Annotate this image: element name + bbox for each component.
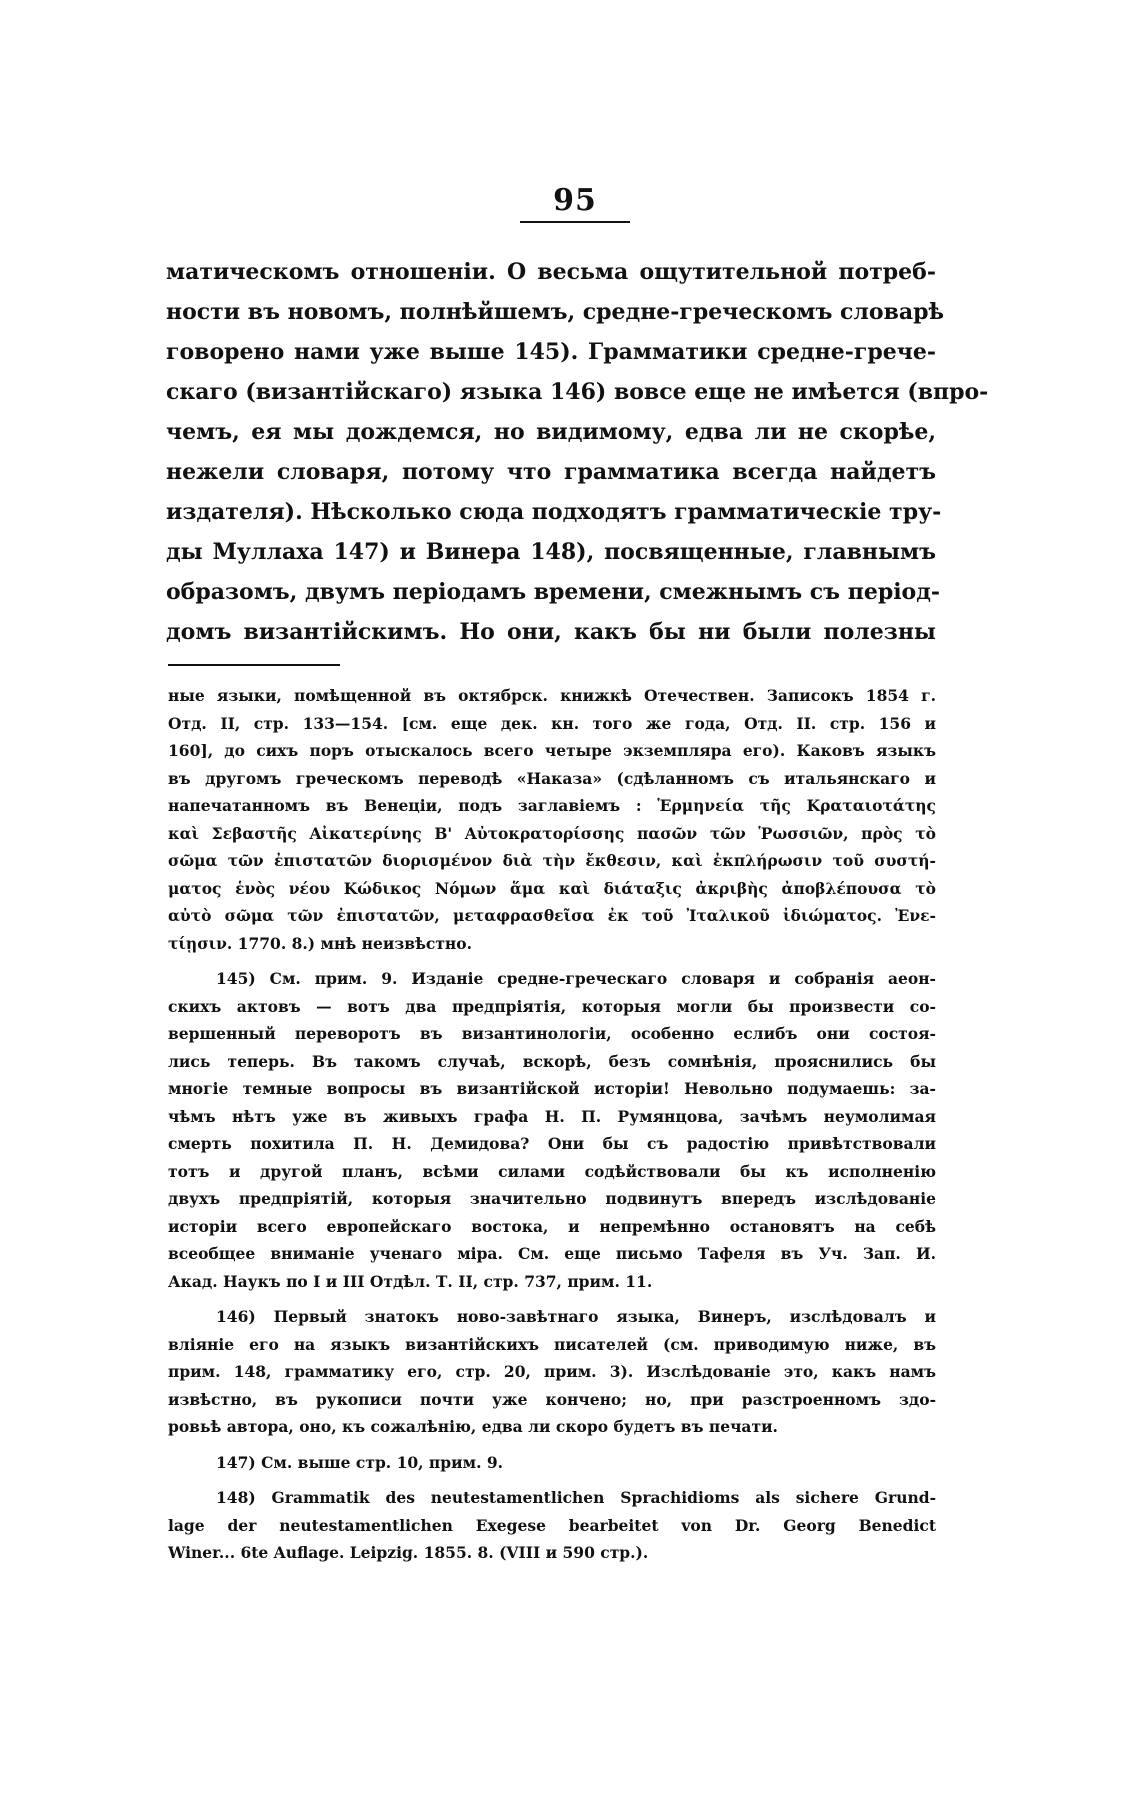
footnote-line: ровьѣ автора, оно, къ сожалѣнію, едва ли скоро будетъ въ печати.: [168, 1417, 778, 1436]
footnote-146: [168, 1303, 936, 1441]
main-text-line: скаго (византійскаго) языка 146) вовсе еще не имѣется (впро-: [166, 379, 989, 405]
footnote-line: Winer... 6te Auflage. Leipzig. 1855. 8. (VIII и 590 стр.).: [168, 1543, 649, 1562]
main-text-line: издателя). Нѣсколько сюда подходятъ грамматическіе тру-: [166, 499, 942, 525]
main-text-line: чемъ, ея мы дождемся, но видимому, едва ли не скорѣе,: [166, 419, 936, 445]
page-number-rule: [520, 221, 630, 223]
footnote-line: Отд. II, стр. 133—154. [см. еще дек. кн. того же года, Отд. II. стр. 156 и: [168, 713, 937, 733]
footnote-line: вліяніе его на языкъ византійскихъ писателей (см. приводимую ниже, въ: [168, 1334, 936, 1354]
main-text-line: домъ византійскимъ. Но они, какъ бы ни были полезны: [166, 619, 936, 645]
footnote-line: 160], до сихъ поръ отыскалось всего четыре экземпляра его). Каковъ языкъ: [168, 741, 936, 760]
footnote-line: 147) См. выше стр. 10, прим. 9.: [216, 1452, 504, 1472]
footnote-line: скихъ актовъ — вотъ два предпріятія, которыя могли бы произвести со-: [168, 996, 936, 1016]
footnote-line: лись теперь. Въ такомъ случаѣ, вскорѣ, безъ сомнѣнія, прояснились бы: [168, 1051, 936, 1071]
footnote-line: извѣстно, въ рукописи почти уже кончено; но, при разстроенномъ здо-: [168, 1389, 936, 1409]
footnote-line: напечатанномъ въ Венеціи, подъ заглавіемъ : Ἑρμηνεία τῆς Κραταιοτάτης: [168, 796, 936, 815]
footnote-line: чѣмъ нѣтъ уже въ живыхъ графа Н. П. Румянцова, зачѣмъ неумолимая: [168, 1106, 936, 1126]
main-text-line: нежели словаря, потому что грамматика всегда найдетъ: [166, 459, 936, 485]
footnote-line: двухъ предпріятій, которыя значительно подвинутъ впередъ изслѣдованіе: [168, 1189, 936, 1208]
footnote-147: [168, 1449, 936, 1477]
footnote-line: ные языки, помѣщенной въ октябрск. книжкѣ Отечествен. Записокъ 1854 г.: [168, 686, 936, 705]
footnote-line: исторіи всего европейскаго востока, и непремѣнно остановятъ на себѣ: [168, 1216, 936, 1236]
footnote-line: lage der neutestamentlichen Exegese bearbeitet von Dr. Georg Benedict: [168, 1515, 936, 1535]
footnote-line: 148) Grammatik des neutestamentlichen Sprachidioms als sichere Grund-: [216, 1488, 936, 1507]
footnote-line: σῶμα τῶν ἐπιστατῶν διορισμένον διὰ τὴν ἔκθεσιν, καὶ ἐκπλήρωσιν τοῦ συστή-: [168, 851, 936, 870]
footnote-continuation: [168, 682, 936, 957]
main-text-line: матическомъ отношеніи. О весьма ощутительной потреб-: [166, 259, 936, 285]
footnote-line: ματος ἑνὸς νέου Κώδικος Νόμων ἅμα καὶ διάταξις ἀκριβὴς ἀποβλέπουσα τὸ: [168, 878, 936, 898]
footnote-line: καὶ Σεβαστῆς Αἰκατερίνης Β' Αὐτοκρατορίσσης πασῶν τῶν Ῥωσσιῶν, πρὸς τὸ: [168, 823, 936, 843]
footnote-line: 146) Первый знатокъ ново-завѣтнаго языка, Винеръ, изслѣдовалъ и: [216, 1307, 936, 1326]
footnote-line: смерть похитила П. Н. Демидова? Они бы съ радостію привѣтствовали: [168, 1134, 936, 1153]
footnote-line: въ другомъ греческомъ переводѣ «Наказа» (сдѣланномъ съ итальянскаго и: [168, 768, 936, 788]
main-text-block: [166, 252, 989, 652]
footnotes-block: [168, 682, 936, 1567]
footnote-148: [168, 1484, 936, 1567]
footnote-separator: [168, 664, 340, 666]
main-text-line: ности въ новомъ, полнѣйшемъ, средне-греческомъ словарѣ: [166, 299, 944, 325]
footnote-line: Акад. Наукъ по I и III Отдѣл. Т. II, стр. 737, прим. 11.: [168, 1271, 653, 1291]
main-text-line: ды Муллаха 147) и Винера 148), посвященные, главнымъ: [166, 539, 936, 565]
footnote-line: τίῃσιν. 1770. 8.) мнѣ неизвѣстно.: [168, 933, 473, 953]
footnote-line: αὐτὸ σῶμα τῶν ἐπιστατῶν, μεταφρασθεῖσα ἐκ τοῦ Ἰταλικοῦ ἰδιώματος. Ἐνε-: [168, 906, 936, 925]
main-text-line: говорено нами уже выше 145). Грамматики средне-грече-: [166, 339, 936, 365]
footnote-line: вершенный переворотъ въ византинологіи, особенно еслибъ они состоя-: [168, 1024, 936, 1043]
main-text-line: образомъ, двумъ періодамъ времени, смежнымъ съ період-: [166, 579, 941, 605]
footnote-line: прим. 148, грамматику его, стр. 20, прим. 3). Изслѣдованіе это, какъ намъ: [168, 1362, 936, 1381]
footnote-145: [168, 965, 936, 1295]
footnote-line: тотъ и другой планъ, всѣми силами содѣйствовали бы къ исполненію: [168, 1161, 936, 1181]
footnote-line: 145) См. прим. 9. Изданіе средне-греческаго словаря и собранія аеон-: [216, 969, 936, 988]
footnote-line: всеобщее вниманіе ученаго міра. См. еще письмо Тафеля въ Уч. Зап. И.: [168, 1244, 936, 1263]
footnote-line: многіе темные вопросы въ византійской исторіи! Невольно подумаешь: за-: [168, 1079, 936, 1098]
page-number: 95: [553, 183, 597, 218]
